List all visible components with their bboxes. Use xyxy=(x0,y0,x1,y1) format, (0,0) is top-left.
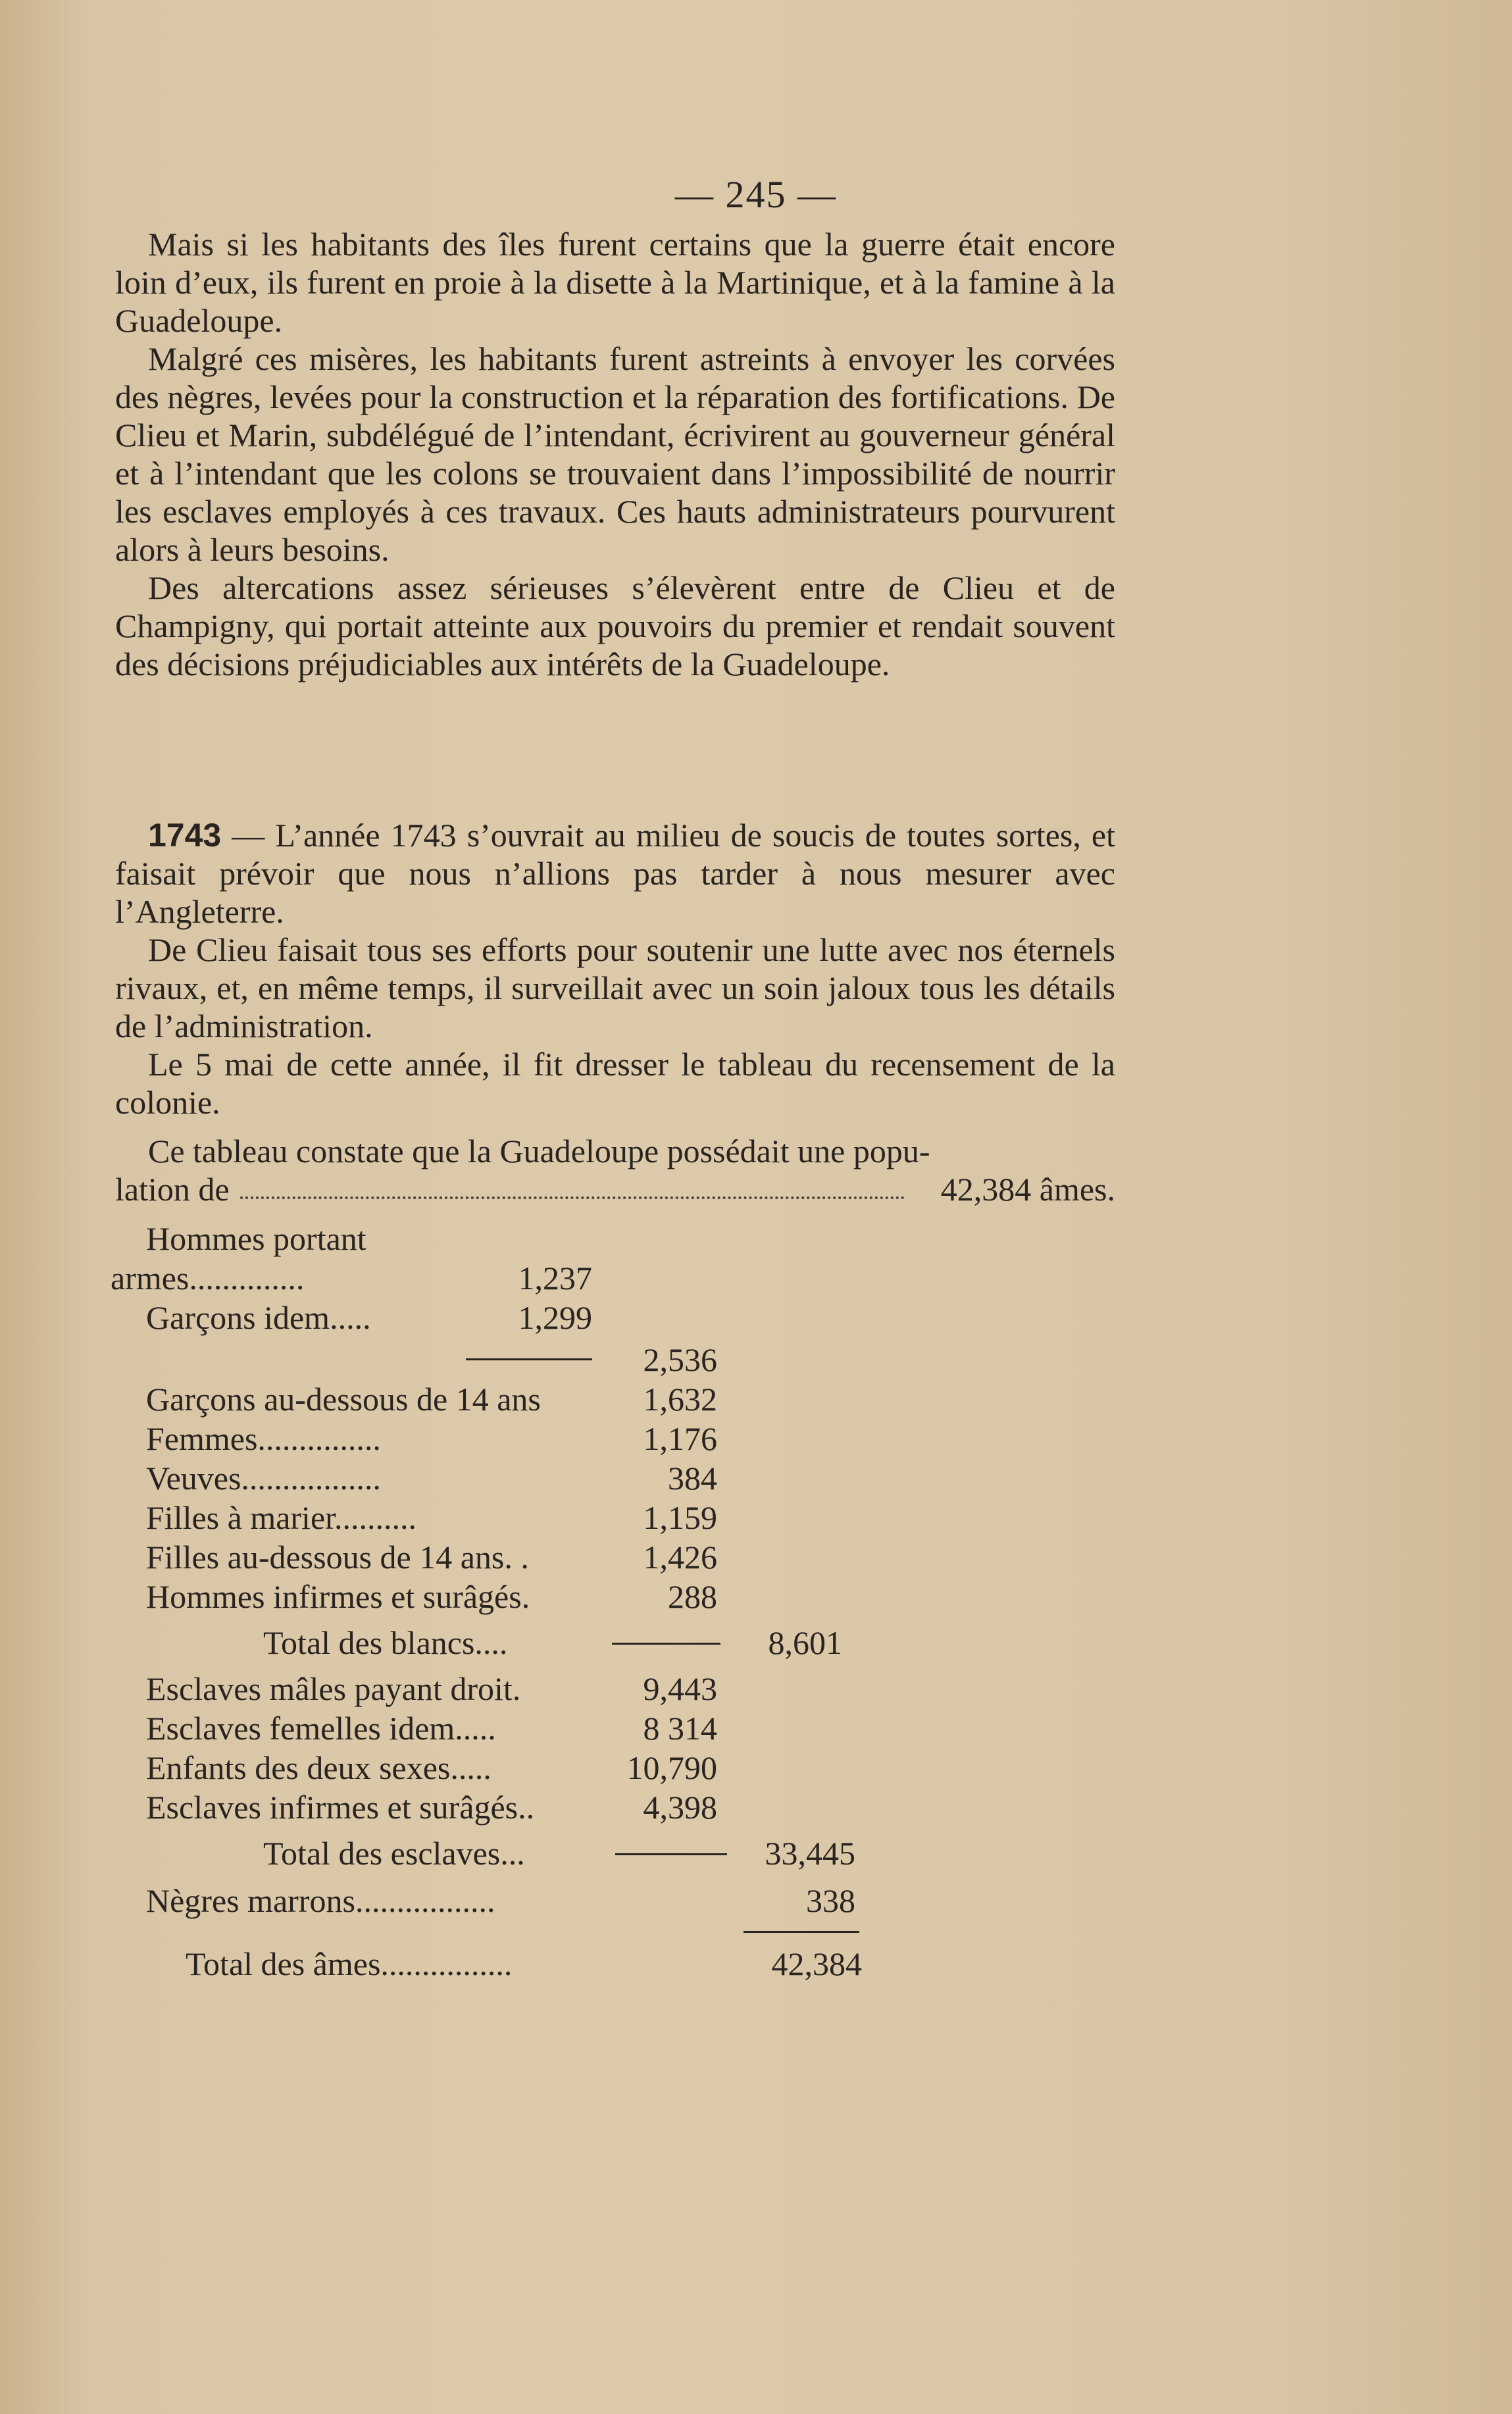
total-whites-rule xyxy=(612,1643,720,1645)
page-number: — 245 — xyxy=(675,173,837,216)
population-line-1: Ce tableau constate que la Guadeloupe possédait une popu- xyxy=(148,1133,930,1169)
year-heading: 1743 xyxy=(148,817,222,854)
whites-row-value: 384 xyxy=(668,1460,717,1497)
population-value: 42,384 âmes. xyxy=(940,1171,1115,1208)
whites-row-value: 1,159 xyxy=(643,1499,717,1536)
whites-row-label: Veuves................. xyxy=(146,1460,381,1497)
paragraph-census: Le 5 mai de cette année, il fit dresser le tableau du recensement de la colonie. xyxy=(115,1046,1115,1121)
slaves-row-label: Enfants des deux sexes..... xyxy=(146,1749,491,1786)
whites-row-value: 1,426 xyxy=(643,1539,717,1576)
men-armed-label-2: armes.............. xyxy=(111,1260,305,1297)
total-slaves-rule xyxy=(615,1853,727,1855)
whites-row-label: Filles au-dessous de 14 ans. . xyxy=(146,1539,529,1576)
whites-row-label: Garçons au-dessous de 14 ans xyxy=(146,1381,541,1418)
slaves-row-label: Esclaves femelles idem..... xyxy=(146,1710,496,1747)
slaves-row-value: 9,443 xyxy=(643,1670,717,1707)
whites-row-label: Femmes............... xyxy=(146,1420,381,1457)
total-whites-value: 8,601 xyxy=(768,1624,842,1661)
paragraph-corvees: Malgré ces misères, les habitants furent astreints à envoyer les corvées des nègres, levées pour la construction et la réparation des fortifications. De Clieu et Marin, subdélégué de l’intendant, écrivirent au gouverneur général et à l’intendant que les colons se trouvaient dans l’impossibilité de nourrir les esclaves employés à ces travaux. Ces hauts administrateurs pourvurent alors à leurs besoins. xyxy=(115,340,1115,568)
whites-row-value: 1,632 xyxy=(643,1381,717,1418)
whites-row-value: 1,176 xyxy=(643,1420,717,1457)
men-armed-value: 1,237 xyxy=(518,1260,592,1297)
whites-row-value: 288 xyxy=(668,1578,717,1615)
total-slaves-value: 33,445 xyxy=(765,1835,855,1872)
paragraph-famine: Mais si les habitants des îles furent certains que la guerre était encore loin d’eux, ils furent en proie à la disette à la Martinique, et à la famine à la Guadeloupe. xyxy=(115,226,1115,339)
maroons-label: Nègres marrons................. xyxy=(146,1882,495,1919)
paragraph-administration: De Clieu faisait tous ses efforts pour soutenir une lutte avec nos éternels rivaux, et, en même temps, il surveillait avec un soin jaloux tous les détails de l’administration. xyxy=(115,931,1115,1044)
maroons-value: 338 xyxy=(806,1882,855,1919)
paragraph-altercations: Des altercations assez sérieuses s’élevèrent entre de Clieu et de Champigny, qui portait atteinte aux pouvoirs du premier et rendait souvent des décisions préjudiciables aux intérêts de la Guadeloupe. xyxy=(115,569,1115,682)
boys-idem-value: 1,299 xyxy=(518,1299,592,1336)
slaves-row-value: 10,790 xyxy=(626,1749,717,1786)
slaves-row-label: Esclaves mâles payant droit. xyxy=(146,1670,521,1707)
total-whites-label: Total des blancs.... xyxy=(263,1624,508,1661)
subtotal-rule xyxy=(466,1358,592,1360)
men-armed-label-1: Hommes portant xyxy=(146,1220,366,1257)
year-paragraph-text: — L’année 1743 s’ouvrait au milieu de soucis de toutes sortes, et faisait prévoir que nous n’allions pas tarder à nous mesurer avec l’Angleterre. xyxy=(115,817,1115,930)
slaves-row-value: 8 314 xyxy=(643,1710,717,1747)
grand-total-rule xyxy=(743,1931,859,1933)
whites-row-label: Filles à marier.......... xyxy=(146,1499,417,1536)
boys-idem-label: Garçons idem..... xyxy=(146,1299,371,1336)
total-slaves-label: Total des esclaves... xyxy=(263,1835,525,1872)
slaves-row-label: Esclaves infirmes et surâgés.. xyxy=(146,1789,535,1826)
population-line-2: lation de xyxy=(115,1171,230,1208)
slaves-row-value: 4,398 xyxy=(643,1789,717,1826)
total-souls-label: Total des âmes................ xyxy=(186,1945,513,1982)
men-subtotal: 2,536 xyxy=(643,1341,717,1378)
whites-row-label: Hommes infirmes et surâgés. xyxy=(146,1578,530,1615)
total-souls-value: 42,384 xyxy=(771,1945,862,1982)
